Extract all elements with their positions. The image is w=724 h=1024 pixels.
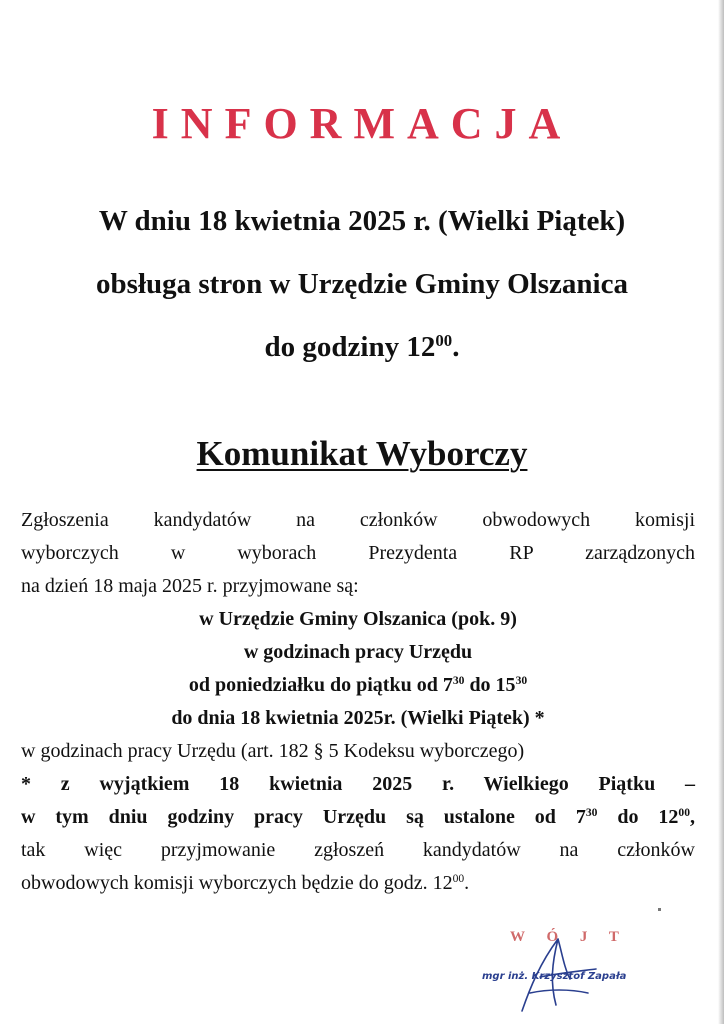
body-center-1: w Urzędzie Gminy Olszanica (pok. 9) [199,608,517,630]
body-line-5: * z wyjątkiem 18 kwietnia 2025 r. Wielkiego Piątku – [21,773,695,795]
hours-text-b: do 15 [464,674,516,696]
hours-sup-1: 30 [452,674,465,688]
page-title: INFORMACJA [151,99,573,148]
komunikat-body [21,504,695,900]
body-center-4: do dnia 18 kwietnia 2025r. (Wielki Piątek) * [171,707,545,729]
exception-text-b: do 12 [597,806,679,828]
hours-sup-2: 30 [515,674,528,688]
body-line-3: na dzień 18 maja 2025 r. przyjmowane są: [21,575,359,597]
closing-text-a: obwodowych komisji wyborczych będzie do godz. 12 [21,872,453,894]
body-line-8 [21,867,695,900]
exception-text-c: , [690,806,695,828]
info-block [0,190,724,379]
exception-sup-1: 30 [585,806,598,820]
body-line-1: Zgłoszenia kandydatów na członków obwodowych komisji [21,509,695,531]
info-line-2: obsługa stron w Urzędzie Gminy Olszanica [96,268,628,300]
body-line-7: tak więc przyjmowanie zgłoszeń kandydatów na członków [21,839,695,861]
hours-text-a: od poniedziałku do piątku od 7 [188,674,453,696]
closing-text-b: . [464,872,470,894]
body-line-2: wyborczych w wyborach Prezydenta RP zarządzonych [21,542,695,564]
komunikat-title: Komunikat Wyborczy [196,434,528,473]
scan-edge-shadow [718,0,724,1024]
body-line-6 [21,801,695,834]
body-center-3 [21,669,695,702]
komunikat-heading [0,434,724,474]
info-line-1: W dniu 18 kwietnia 2025 r. (Wielki Piątek) [98,205,626,237]
info-line-3-text: do godziny 12 [264,331,436,363]
info-line-3 [0,316,724,379]
signature-name: mgr inż. Krzysztof Zapała [482,971,627,982]
signature-stamp [470,925,670,1015]
info-line-3-sup: 00 [435,330,453,350]
body-line-4: w godzinach pracy Urzędu (art. 182 § 5 Kodeksu wyborczego) [21,740,525,762]
closing-sup: 00 [452,872,465,886]
stamp-role: W Ó J T [510,929,628,945]
exception-text-a: w tym dniu godziny pracy Urzędu są ustalone od 7 [21,806,586,828]
body-center-2: w godzinach pracy Urzędu [243,641,473,663]
scan-speck [658,908,661,911]
exception-sup-2: 00 [678,806,690,820]
info-line-3-suffix: . [452,331,460,363]
